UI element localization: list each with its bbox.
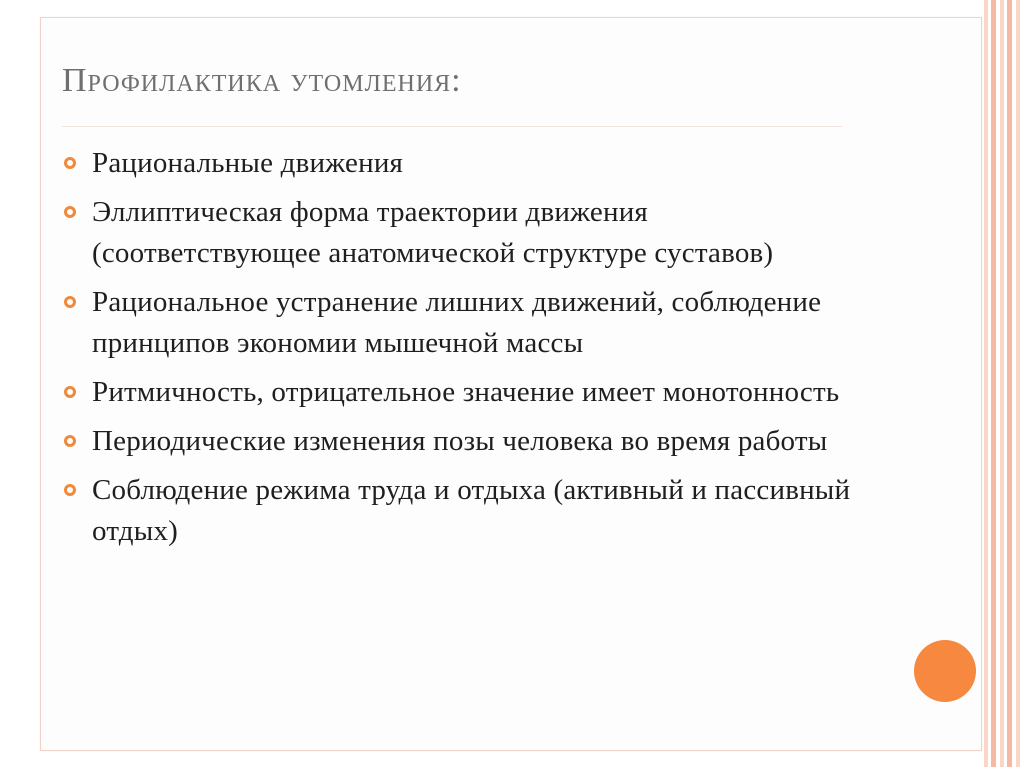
ring-bullet-icon <box>64 386 76 398</box>
bullet-item <box>62 372 882 413</box>
bullet-text: Рациональное устранение лишних движений, соблюдение принципов экономии мышечной массы <box>92 286 822 359</box>
bullet-item <box>62 143 882 184</box>
bullet-text: Эллиптическая форма траектории движения (соответствующее анатомической структуре суставов) <box>92 196 774 269</box>
bullet-list <box>62 143 882 560</box>
title-divider <box>62 126 842 127</box>
bullet-text: Соблюдение режима труда и отдыха (активный и пассивный отдых) <box>92 474 851 547</box>
bullet-text: Ритмичность, отрицательное значение имеет монотонность <box>92 376 840 408</box>
ring-bullet-icon <box>64 157 76 169</box>
bullet-text: Рациональные движения <box>92 147 404 179</box>
bullet-item <box>62 282 882 364</box>
bullet-text: Периодические изменения позы человека во время работы <box>92 425 828 457</box>
bullet-item <box>62 470 882 552</box>
bullet-item <box>62 421 882 462</box>
ring-bullet-icon <box>64 296 76 308</box>
decorative-stripes <box>980 0 1024 767</box>
ring-bullet-icon <box>64 206 76 218</box>
ring-bullet-icon <box>64 435 76 447</box>
ring-bullet-icon <box>64 484 76 496</box>
slide-title: Профилактика утомления: <box>62 62 462 99</box>
orange-circle-decoration <box>914 640 976 702</box>
bullet-item <box>62 192 882 274</box>
